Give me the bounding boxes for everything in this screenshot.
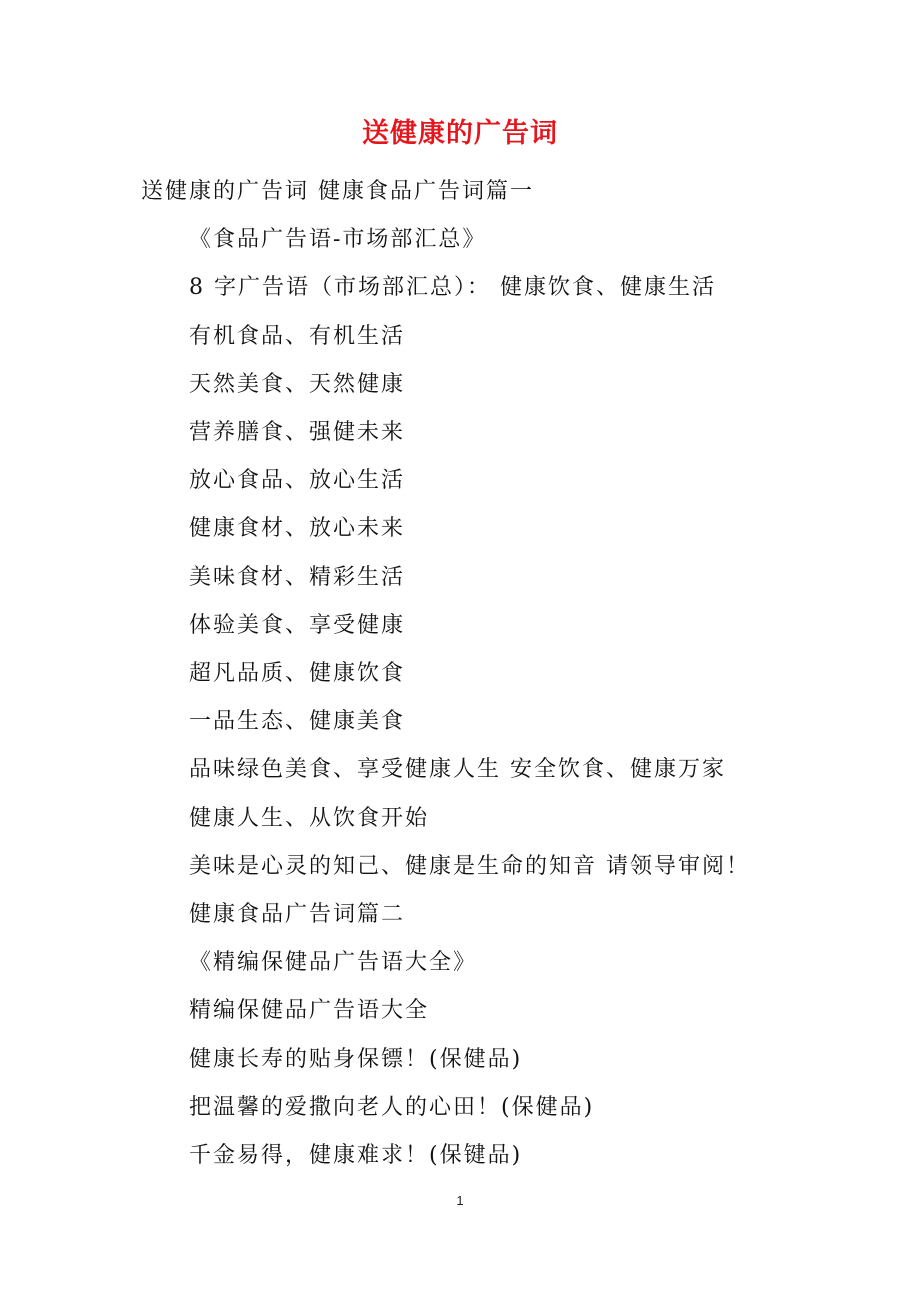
text-line: 放心食品、放心生活 [189, 468, 406, 494]
document-title-text: 送健康的广告词 [362, 118, 558, 149]
text-line: 品味绿色美食、享受健康人生 安全饮食、健康万家 [189, 757, 726, 783]
text-line: 8 字广告语（市场部汇总）： 健康饮食、健康生活 [189, 275, 716, 301]
page-number: 1 [456, 1193, 464, 1208]
document-subtitle-line: 送健康的广告词 健康食品广告词篇一 [141, 179, 534, 204]
text-line: 一品生态、健康美食 [189, 709, 406, 735]
text-line: 营养膳食、强健未来 [189, 420, 406, 445]
document-title [0, 114, 920, 154]
text-line: 健康长寿的贴身保镖！(保健品) [189, 1046, 523, 1072]
text-line: 美味是心灵的知己、健康是生命的知音 请领导审阅！ [189, 853, 750, 879]
text-line: 天然美食、天然健康 [189, 371, 406, 397]
text-line: 健康人生、从饮食开始 [189, 805, 430, 831]
text-line: 把温馨的爱撒向老人的心田！(保健品) [189, 1094, 595, 1120]
text-line: 《精编保健品广告语大全》 [189, 950, 478, 976]
text-line: 千金易得，健康难求！(保键品) [189, 1143, 523, 1168]
text-line: 美味食材、精彩生活 [189, 564, 406, 590]
text-line: 健康食材、放心未来 [189, 516, 406, 542]
text-line: 有机食品、有机生活 [189, 323, 406, 349]
text-line: 超凡品质、健康饮食 [189, 661, 406, 686]
text-line: 精编保健品广告语大全 [189, 998, 430, 1024]
text-line: 体验美食、享受健康 [189, 612, 406, 638]
text-line: 《食品广告语-市场部汇总》 [189, 227, 487, 253]
text-line: 健康食品广告词篇二 [189, 902, 406, 927]
